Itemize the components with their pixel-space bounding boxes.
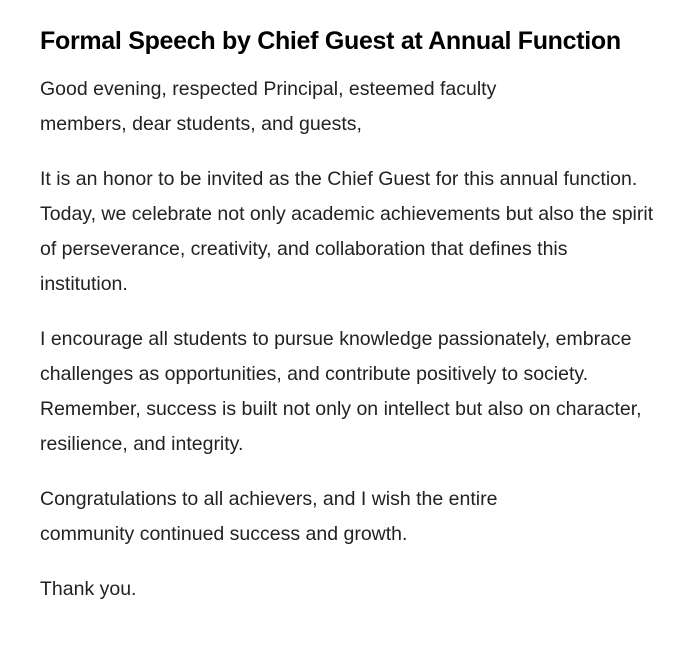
document bbox=[40, 24, 660, 627]
greeting-paragraph: Good evening, respected Principal, esteemed faculty members, dear students, and guests, bbox=[40, 78, 497, 135]
body-paragraph-1: It is an honor to be invited as the Chief Guest for this annual function. Today, we celebrate not only academic achievements but also the spirit of perseverance, creativity, and collaboration that defines this institution. bbox=[40, 168, 654, 295]
thank-you: Thank you. bbox=[40, 578, 137, 600]
document-title: Formal Speech by Chief Guest at Annual Function bbox=[40, 27, 621, 55]
body-paragraph-2: I encourage all students to pursue knowledge passionately, embrace challenges as opportunities, and contribute positively to society. Remember, success is built not only on intellect but also on character, resilience, and integrity. bbox=[40, 328, 642, 455]
closing-paragraph: Congratulations to all achievers, and I wish the entire community continued success and growth. bbox=[40, 488, 498, 545]
